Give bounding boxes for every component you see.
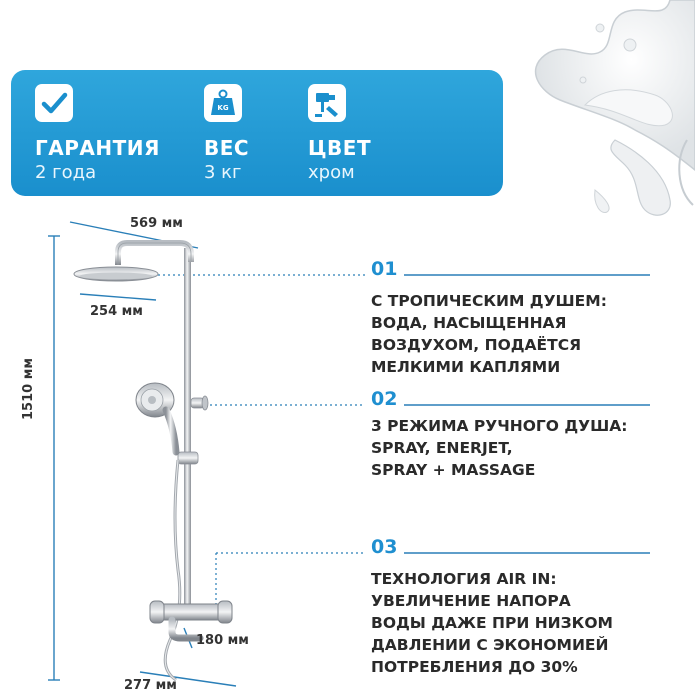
feature-01-text: С ТРОПИЧЕСКИМ ДУШЕМ: ВОДА, НАСЫЩЕННАЯ ВОЗДУХОМ, ПОДАЁТСЯ МЕЛКИМИ КАПЛЯМИ [371,292,607,376]
hand-shower [136,383,176,452]
weight-icon-text: KG [217,104,229,112]
spec-warranty-value: 2 года [35,162,97,183]
feature-01-number: 01 [371,258,398,280]
head-dimension-line [80,294,156,300]
feature-02-text: 3 РЕЖИМА РУЧНОГО ДУША: SPRAY, ENERJET, SPRAY + MASSAGE [371,417,628,479]
feature-03-number: 03 [371,536,398,558]
riser-pipe [184,248,191,608]
dimension-width-bottom: 277 мм [124,678,177,693]
spec-weight-value: 3 кг [204,162,242,183]
feature-03-text: ТЕХНОЛОГИЯ AIR IN: УВЕЛИЧЕНИЕ НАПОРА ВОДЫ ДАЖЕ ПРИ НИЗКОМ ДАВЛЕНИИ С ЭКОНОМИЕЙ ПОТРЕБЛЕНИЯ ДО 30% [371,570,613,676]
dimension-width-top: 569 мм [130,216,183,231]
spec-color-value: хром [308,162,355,183]
spec-color-label: ЦВЕТ [308,136,372,160]
dimension-head-diameter: 254 мм [90,304,143,319]
spec-warranty-label: ГАРАНТИЯ [35,136,160,160]
dimension-spout: 180 мм [196,633,249,648]
spec-weight-label: ВЕС [204,136,250,160]
feature-02-number: 02 [371,388,398,410]
dimension-height: 1510 мм [21,358,36,420]
